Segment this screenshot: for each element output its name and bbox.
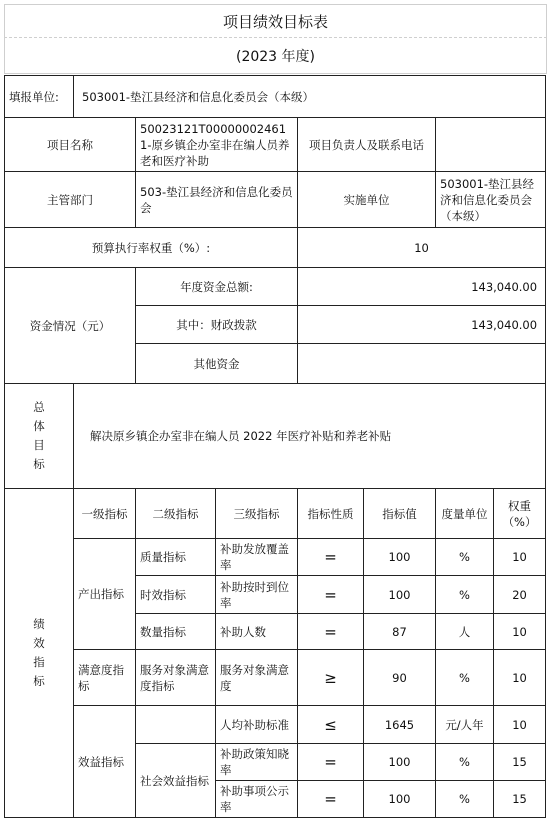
subgroup-service: 服务对象满意度指标 xyxy=(136,650,216,706)
row-value: 100 xyxy=(364,781,436,818)
row-unit: 元/人年 xyxy=(436,706,494,744)
department-row xyxy=(5,172,546,228)
row-weight: 10 xyxy=(494,539,546,576)
year-subtitle: (2023 年度) xyxy=(4,37,547,74)
subgroup-social: 社会效益指标 xyxy=(136,744,216,818)
table-row xyxy=(5,539,546,576)
project-lead-value xyxy=(436,118,546,172)
goal-row xyxy=(5,384,546,489)
funds-other-label: 其他资金 xyxy=(136,344,298,384)
row-value: 100 xyxy=(364,744,436,781)
row-unit: % xyxy=(436,781,494,818)
row-nature: ≤ xyxy=(298,706,364,744)
funds-total-label: 年度资金总额: xyxy=(136,268,298,306)
dept-label: 主管部门 xyxy=(5,172,136,228)
row-unit: % xyxy=(436,650,494,706)
target-table xyxy=(4,75,546,818)
row-nature: = xyxy=(298,576,364,614)
row-value: 87 xyxy=(364,614,436,650)
subgroup-timeliness: 时效指标 xyxy=(136,576,216,614)
impl-unit-label: 实施单位 xyxy=(298,172,436,228)
group-satisfaction: 满意度指标 xyxy=(74,650,136,706)
perf-label: 绩效指标 xyxy=(5,489,74,818)
header-value: 指标值 xyxy=(364,489,436,539)
row-level3: 补助按时到位率 xyxy=(216,576,298,614)
funds-fiscal-value: 143,040.00 xyxy=(298,306,546,344)
row-level3: 补助政策知晓率 xyxy=(216,744,298,781)
group-output: 产出指标 xyxy=(74,539,136,650)
row-unit: % xyxy=(436,744,494,781)
subgroup-empty xyxy=(136,706,216,744)
project-name-label: 项目名称 xyxy=(5,118,136,172)
row-unit: % xyxy=(436,539,494,576)
row-unit: % xyxy=(436,576,494,614)
subgroup-quantity: 数量指标 xyxy=(136,614,216,650)
indicator-header-row xyxy=(5,489,546,539)
row-value: 90 xyxy=(364,650,436,706)
table-row xyxy=(5,706,546,744)
row-value: 100 xyxy=(364,576,436,614)
row-level3: 服务对象满意度 xyxy=(216,650,298,706)
row-nature: = xyxy=(298,539,364,576)
funds-fiscal-label: 其中：财政拨款 xyxy=(136,306,298,344)
row-unit: 人 xyxy=(436,614,494,650)
header-nature: 指标性质 xyxy=(298,489,364,539)
group-benefit: 效益指标 xyxy=(74,706,136,818)
budget-weight-label: 预算执行率权重（%）: xyxy=(5,228,298,268)
row-level3: 人均补助标准 xyxy=(216,706,298,744)
row-weight: 15 xyxy=(494,781,546,818)
row-weight: 10 xyxy=(494,650,546,706)
row-value: 1645 xyxy=(364,706,436,744)
row-value: 100 xyxy=(364,539,436,576)
row-weight: 20 xyxy=(494,576,546,614)
project-name-value: 50023121T000000024611-原乡镇企办室非在编人员养老和医疗补助 xyxy=(136,118,298,172)
funds-total-value: 143,040.00 xyxy=(298,268,546,306)
goal-label: 总体目标 xyxy=(5,384,74,489)
page-title: 项目绩效目标表 xyxy=(4,4,547,37)
header-level3: 三级指标 xyxy=(216,489,298,539)
row-nature: = xyxy=(298,781,364,818)
dept-value: 503-垫江县经济和信息化委员会 xyxy=(136,172,298,228)
table-row xyxy=(5,650,546,706)
budget-weight-row xyxy=(5,228,546,268)
subgroup-quality: 质量指标 xyxy=(136,539,216,576)
reporting-unit-row xyxy=(5,76,546,118)
header-level1: 一级指标 xyxy=(74,489,136,539)
row-nature: = xyxy=(298,744,364,781)
header-weight: 权重（%） xyxy=(494,489,546,539)
row-weight: 10 xyxy=(494,614,546,650)
row-weight: 15 xyxy=(494,744,546,781)
funds-label: 资金情况（元） xyxy=(5,268,136,384)
goal-value: 解决原乡镇企办室非在编人员 2022 年医疗补贴和养老补贴 xyxy=(74,384,546,489)
row-level3: 补助发放覆盖率 xyxy=(216,539,298,576)
row-weight: 10 xyxy=(494,706,546,744)
header-level2: 二级指标 xyxy=(136,489,216,539)
funds-other-value xyxy=(298,344,546,384)
project-name-row xyxy=(5,118,546,172)
header-unit: 度量单位 xyxy=(436,489,494,539)
funds-total-row xyxy=(5,268,546,306)
budget-weight-value: 10 xyxy=(298,228,546,268)
reporting-unit-value: 503001-垫江县经济和信息化委员会（本级） xyxy=(74,76,546,118)
project-lead-label: 项目负责人及联系电话 xyxy=(298,118,436,172)
row-nature: = xyxy=(298,614,364,650)
row-level3: 补助人数 xyxy=(216,614,298,650)
row-nature: ≥ xyxy=(298,650,364,706)
impl-unit-value: 503001-垫江县经济和信息化委员会（本级） xyxy=(436,172,546,228)
row-level3: 补助事项公示率 xyxy=(216,781,298,818)
reporting-unit-label: 填报单位: xyxy=(5,76,74,118)
